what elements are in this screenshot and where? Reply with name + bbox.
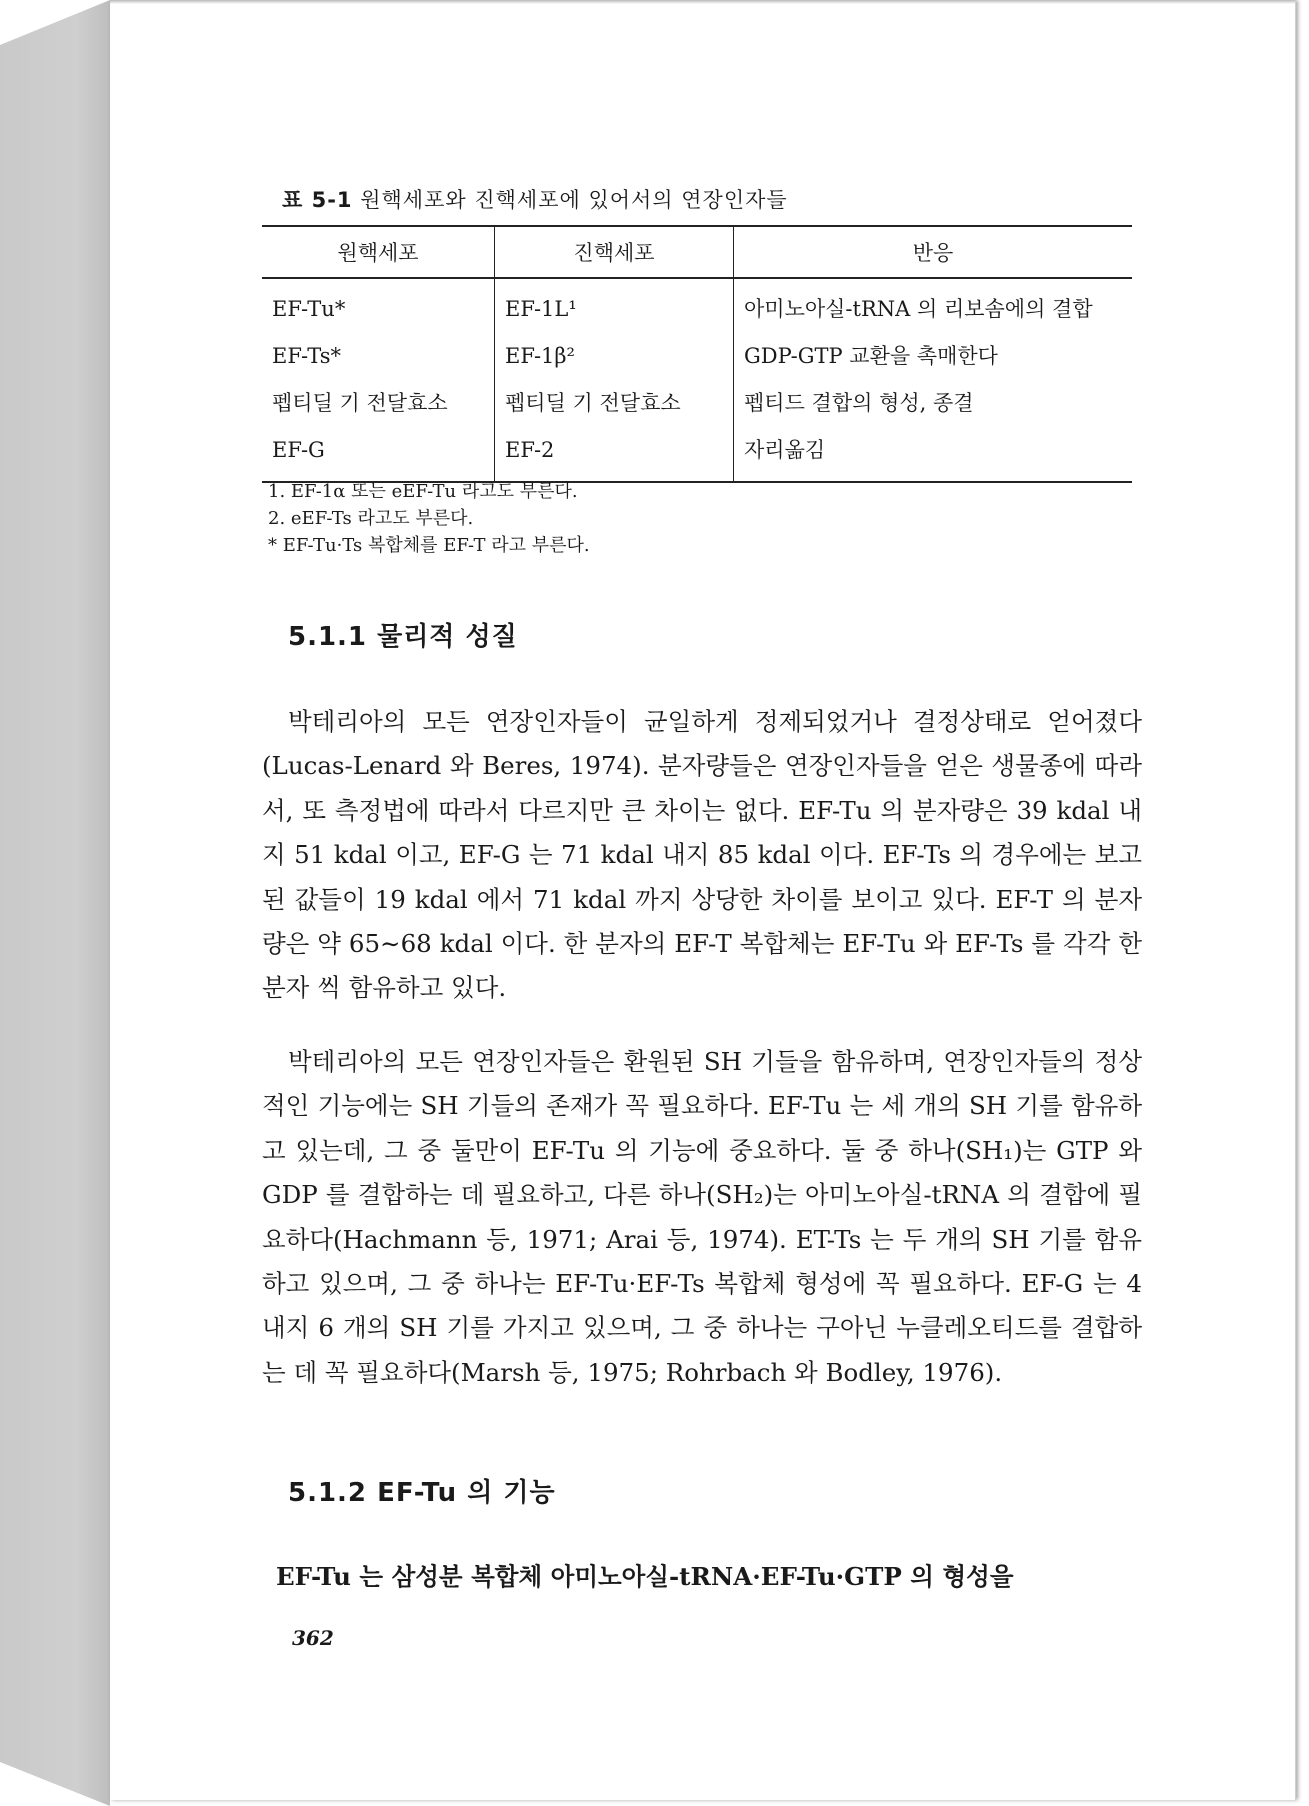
body-paragraph: 박테리아의 모든 연장인자들이 균일하게 정제되었거나 결정상태로 얻어졌다(Lucas-Lenard 와 Beres, 1974). 분자량들은 연장인자들을 얻은 생물종에 따라서, 또 측정법에 따라서 다르지만 큰 차이는 없다. EF-Tu 의 분자량은 39 kdal 내지 51 kdal 이고, EF-G 는 71 kdal 내지 85 kdal 이다. EF-Ts 의 경우에는 보고된 값들이 19 kdal 에서 71 kdal 까지 상당한 차이를 보이고 있다. EF-T 의 분자량은 약 65∼68 kdal 이다. 한 분자의 EF-T 복합체는 EF-Tu 와 EF-Ts 를 각각 한 분자 씩 함유하고 있다. [262, 707, 1142, 1003]
table-cell: 펩티딜 기 전달효소 [495, 379, 734, 426]
table-caption-number: 표 5-1 [282, 188, 353, 212]
body-paragraph: 박테리아의 모든 연장인자들은 환원된 SH 기들을 함유하며, 연장인자들의 정상적인 기능에는 SH 기들의 존재가 꼭 필요하다. EF-Tu 는 세 개의 SH 기를 함유하고 있는데, 그 중 둘만이 EF-Tu 의 기능에 중요하다. 둘 중 하나(SH₁)는 GTP 와 GDP 를 결합하는 데 필요하고, 다른 하나(SH₂)는 아미노아실-tRNA 의 결합에 필요하다(Hachmann 등, 1971; Arai 등, 1974). ET-Ts 는 두 개의 SH 기를 함유하고 있으며, 그 중 하나는 EF-Tu·EF-Ts 복합체 형성에 꼭 필요하다. EF-G 는 4 내지 6 개의 SH 기를 가지고 있으며, 그 중 하나는 구아닌 누클레오티드를 결합하는 데 꼭 필요하다(Marsh 등, 1975; Rohrbach 와 Bodley, 1976). [262, 1047, 1142, 1387]
footnote-2: 2. eEF-Ts 라고도 부른다. [268, 508, 474, 529]
table-cell: EF-2 [495, 426, 734, 482]
book-top-edge [110, 0, 1295, 4]
table-cell: 펩티딜 기 전달효소 [262, 379, 495, 426]
table-cell: EF-1L¹ [495, 278, 734, 332]
table-row [262, 379, 1132, 426]
section-heading-physical-properties: 5.1.1 물리적 성질 [288, 622, 518, 652]
table-caption [282, 184, 788, 214]
table-cell: EF-Ts* [262, 332, 495, 379]
elongation-factor-table [262, 225, 1132, 483]
table-row [262, 332, 1132, 379]
table-cell: 자리옮김 [744, 438, 826, 462]
table-header-eukaryote: 진핵세포 [495, 226, 734, 278]
footnote-asterisk: * EF-Tu·Ts 복합체를 EF-T 라고 부른다. [268, 535, 590, 556]
footnote-1: 1. EF-1α 또는 eEF-Tu 라고도 부른다. [268, 481, 578, 502]
table-header-row [262, 226, 1132, 278]
body-paragraph: EF-Tu 는 삼성분 복합체 아미노아실-tRNA·EF-Tu·GTP 의 형성을 [276, 1562, 1014, 1591]
table-cell: EF-1β² [495, 332, 734, 379]
table-cell: 아미노아실-tRNA 의 리보솜에의 결합 [744, 297, 1093, 321]
table-header-reaction: 반응 [734, 226, 1133, 278]
table-row [262, 278, 1132, 332]
page-number: 362 [292, 1626, 334, 1650]
table-footnotes [268, 478, 590, 559]
table-cell: 펩티드 결합의 형성, 종결 [744, 391, 974, 415]
table-caption-text: 원핵세포와 진핵세포에 있어서의 연장인자들 [360, 188, 788, 212]
table-header-prokaryote: 원핵세포 [262, 226, 495, 278]
book-spine [0, 0, 110, 1806]
section-heading-ef-tu-function: 5.1.2 EF-Tu 의 기능 [288, 1478, 556, 1508]
table-row [262, 426, 1132, 482]
table-cell: EF-G [262, 426, 495, 482]
table-cell: GDP-GTP 교환을 촉매한다 [744, 344, 998, 368]
table-cell: EF-Tu* [262, 278, 495, 332]
